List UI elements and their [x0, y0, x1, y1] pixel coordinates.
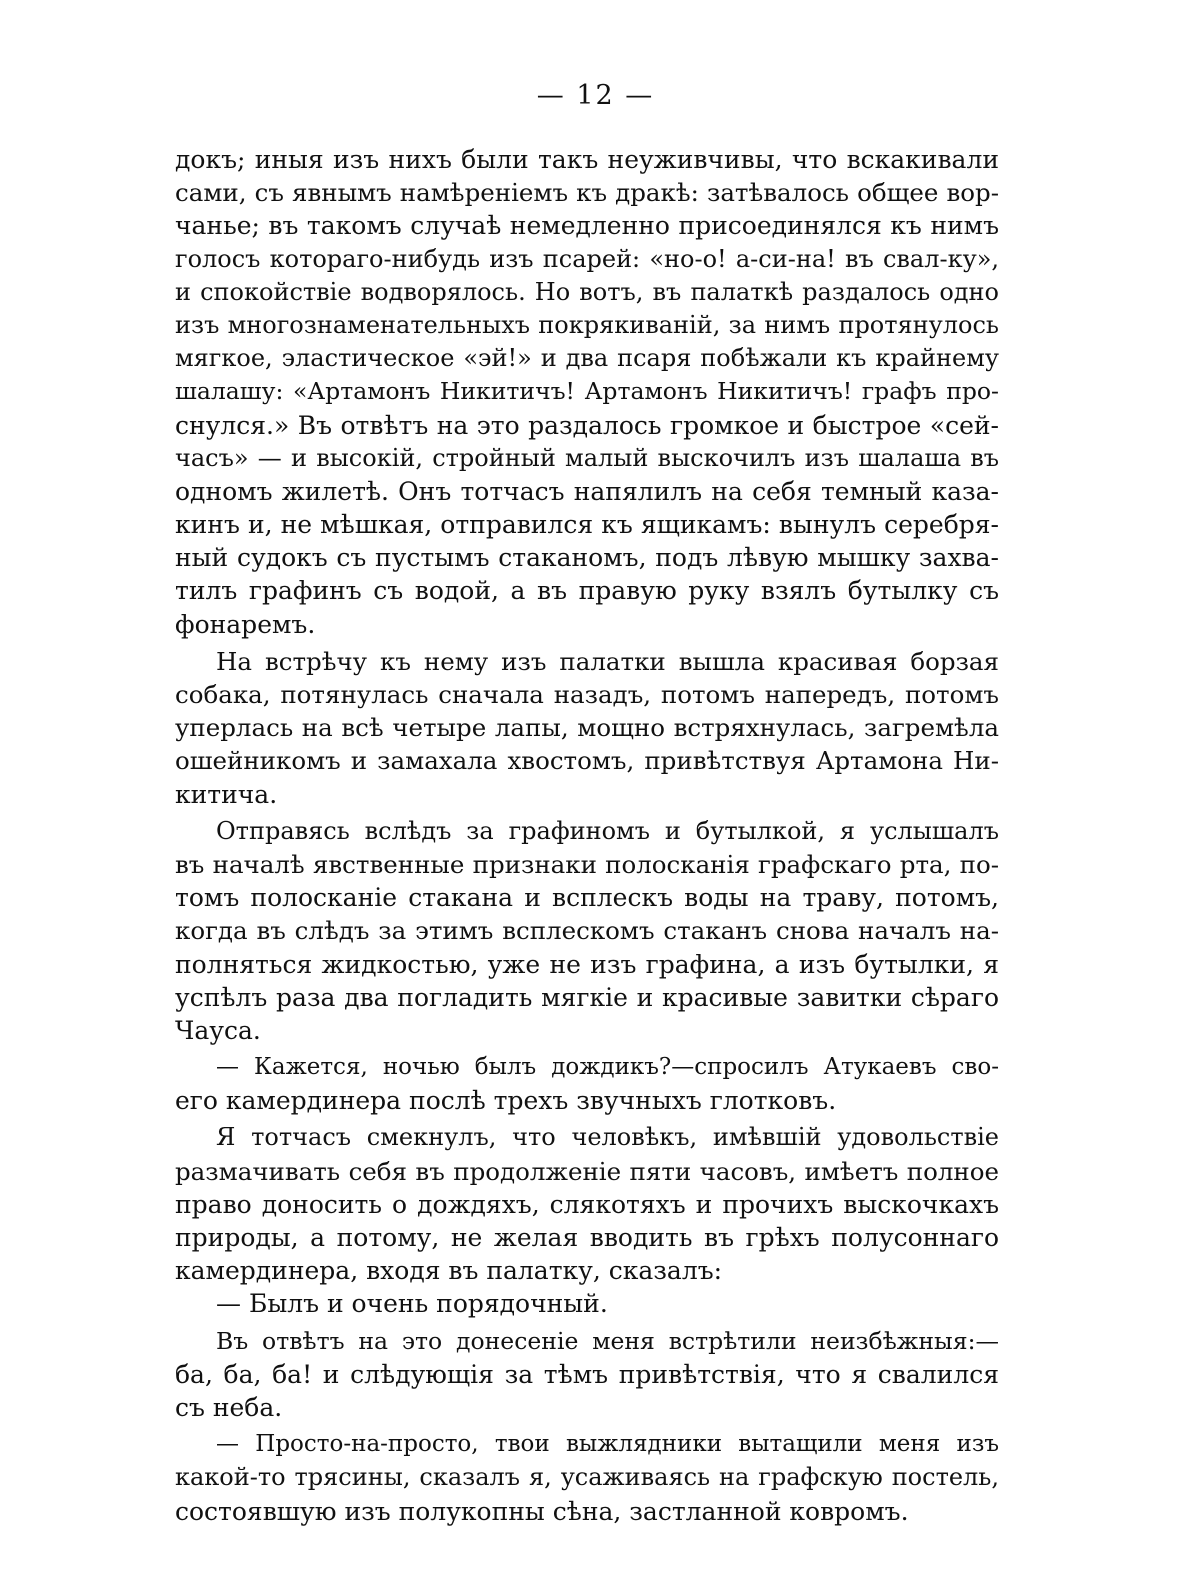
text-line: размачивать себя въ продолженіе пяти часовъ, имѣетъ полное [175, 1156, 999, 1186]
text-line: шалашу: «Артамонъ Никитичъ! Артамонъ Никитичъ! графъ про- [175, 377, 999, 406]
text-line: фонаремъ. [175, 609, 316, 639]
text-line: голосъ котораго-нибудь изъ псарей: «но-о! а-си-на! въ свал-ку», [175, 244, 999, 273]
text-line: Я тотчасъ смекнулъ, что человѣкъ, имѣвшій удовольствіе [216, 1123, 999, 1152]
text-line: докъ; иныя изъ нихъ были такъ неуживчивы, что вскакивали [175, 145, 999, 174]
text-line: собака, потянулась сначала назадъ, потомъ напередъ, потомъ [175, 680, 999, 709]
page-number: — 12 — [536, 80, 655, 111]
text-line: — Просто-на-просто, твои выжлядники вытащили меня изъ [216, 1431, 999, 1458]
text-line: сами, съ явнымъ намѣреніемъ къ дракѣ: затѣвалось общее вор- [175, 178, 999, 208]
text-line: въ началѣ явственные признаки полосканія графскаго рта, по- [175, 849, 999, 879]
text-line: успѣлъ раза два погладить мягкіе и красивые завитки сѣраго [175, 982, 999, 1012]
text-line: томъ полосканіе стакана и всплескъ воды на траву, потомъ, [175, 883, 999, 913]
text-line: камердинера, входя въ палатку, сказалъ: [175, 1256, 723, 1286]
text-line: уперлась на всѣ четыре лапы, мощно встряхнулась, загремѣла [175, 713, 999, 743]
text-line: мягкое, эластическое «эй!» и два псаря побѣжали къ крайнему [175, 344, 999, 373]
text-line: полняться жидкостью, уже не изъ графина, а изъ бутылки, я [175, 949, 999, 979]
text-line: тилъ графинъ съ водой, а въ правую руку взялъ бутылку съ [175, 576, 999, 606]
text-line: чанье; въ такомъ случаѣ немедленно присоединялся къ нимъ [175, 211, 999, 241]
text-line: состоявшую изъ полукопны сѣна, застланной ковромъ. [175, 1496, 909, 1526]
text-line: право доносить о дождяхъ, слякотяхъ и прочихъ выскочкахъ [175, 1189, 999, 1219]
text-line: и спокойствіе водворялось. Но вотъ, въ палаткѣ раздалось одно [175, 277, 999, 306]
text-line: Въ отвѣтъ на это донесеніе меня встрѣтили неизбѣжныя:— [216, 1326, 999, 1355]
text-line: ный судокъ съ пустымъ стаканомъ, подъ лѣвую мышку захва- [175, 543, 999, 573]
text-line: На встрѣчу къ нему изъ палатки вышла красивая борзая [216, 646, 999, 676]
text-line: китича. [175, 779, 278, 809]
text-line: Чауса. [175, 1015, 261, 1045]
text-line: его камердинера послѣ трехъ звучныхъ глотковъ. [175, 1086, 837, 1116]
text-line: ошейникомъ и замахала хвостомъ, привѣтствуя Артамона Ни- [175, 746, 999, 776]
text-line: какой-то трясины, сказалъ я, усаживаясь на графскую постель, [175, 1463, 999, 1492]
text-line: одномъ жилетѣ. Онъ тотчасъ напялилъ на себя темный каза- [175, 476, 999, 506]
text-line: изъ многознаменательныхъ покрякиваній, за нимъ протянулось [175, 310, 999, 339]
text-line: когда въ слѣдъ за этимъ всплескомъ стаканъ снова началъ на- [175, 916, 999, 946]
text-line: природы, а потому, не желая вводить въ грѣхъ полусоннаго [175, 1223, 999, 1252]
text-line: ба, ба, ба! и слѣдующія за тѣмъ привѣтствія, что я свалился [175, 1359, 999, 1389]
text-line: съ неба. [175, 1392, 283, 1422]
text-line: часъ» — и высокій, стройный малый выскочилъ изъ шалаша въ [175, 443, 999, 472]
text-line: кинъ и, не мѣшкая, отправился къ ящикамъ: вынулъ серебря- [175, 510, 999, 540]
text-line: — Былъ и очень порядочный. [216, 1289, 608, 1319]
text-line: снулся.» Въ отвѣтъ на это раздалось громкое и быстрое «сей- [175, 410, 999, 440]
body-text [175, 143, 999, 1528]
text-line: — Кажется, ночью былъ дождикъ?—спросилъ Атукаевъ сво- [216, 1054, 999, 1081]
text-line: Отправясь вслѣдъ за графиномъ и бутылкой, я услышалъ [216, 816, 999, 845]
